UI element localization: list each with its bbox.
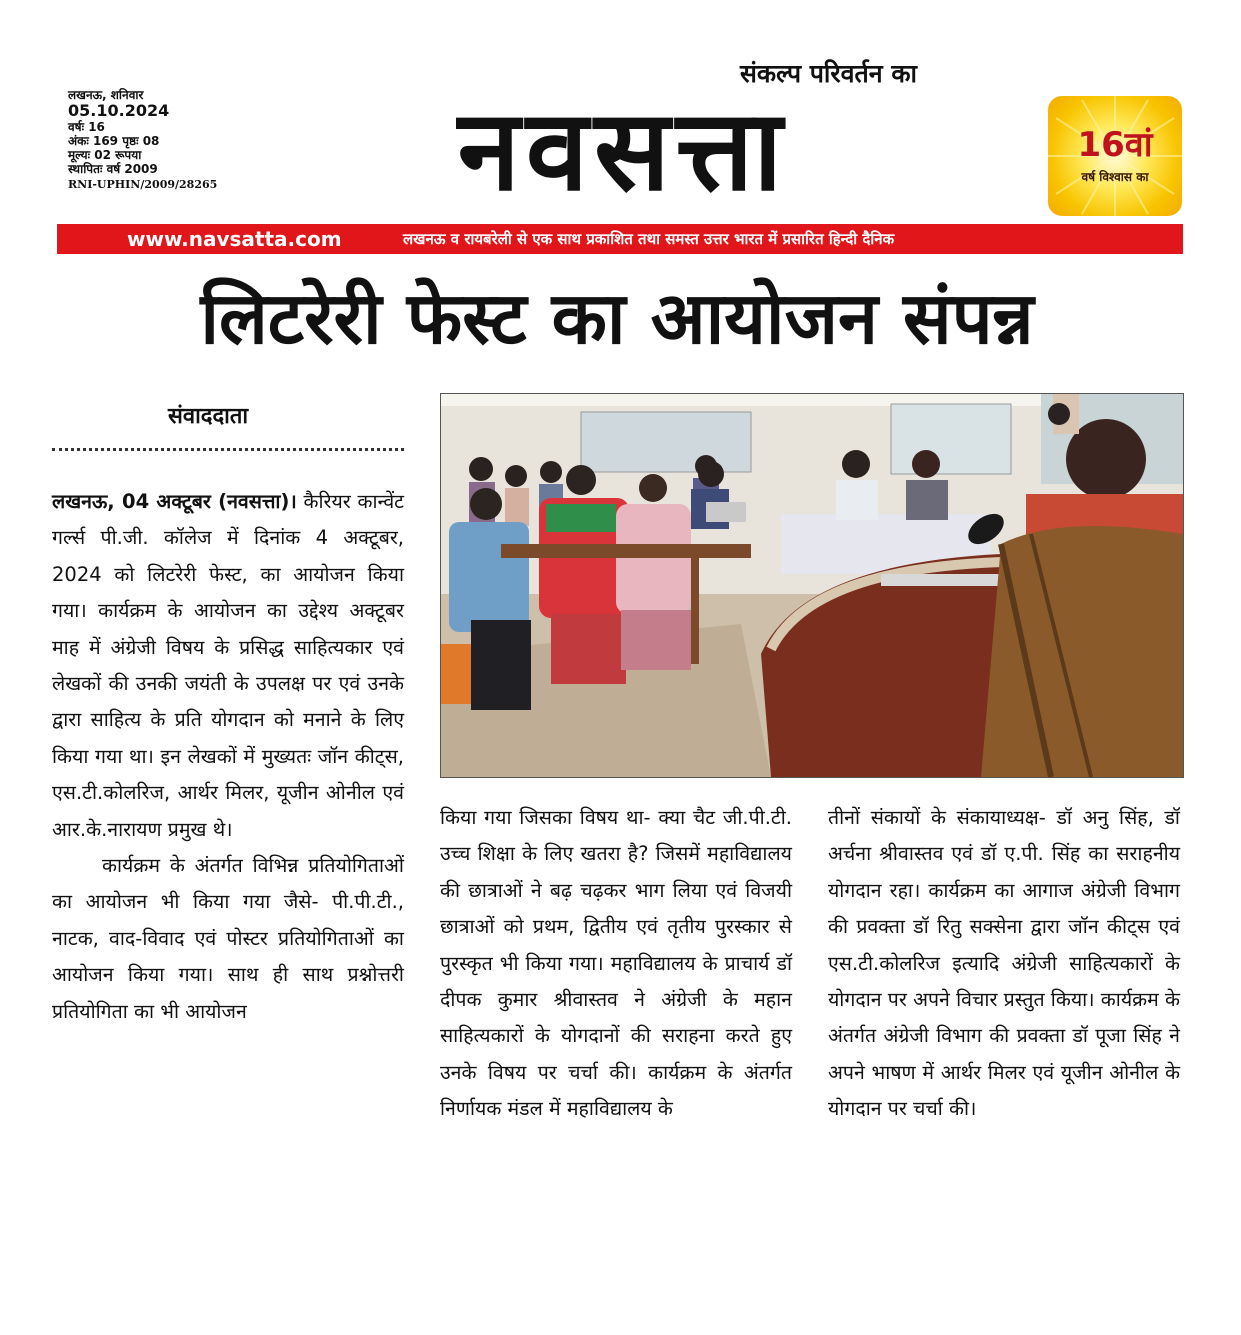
banner-description: लखनऊ व रायबरेली से एक साथ प्रकाशित तथा समस्त उत्तर भारत में प्रसारित हिन्दी दैनिक — [403, 230, 895, 248]
masthead-title: नवसत्ता — [457, 86, 789, 216]
masthead-tagline: संकल्प परिवर्तन का — [740, 59, 918, 88]
edition-info — [68, 88, 228, 192]
event-photo — [440, 393, 1184, 778]
article-column-2: किया गया जिसका विषय था- क्या चैट जी.पी.टी. उच्च शिक्षा के लिए खतरा है? जिसमें महाविद्यालय की छात्राओं ने बढ़ चढ़कर भाग लिया एवं विजयी छात्राओं को प्रथम, द्वितीय एवं तृतीय पुरस्कार से पुरस्कृत भी किया गया। महाविद्यालय के प्राचार्य डॉ दीपक कुमार श्रीवास्तव ने अंग्रेजी के महान साहित्यकारों के योगदानों की सराहना करते हुए उनके विषय पर चर्चा की। कार्यक्रम के अंतर्गत निर्णायक मंडल में महाविद्यालय के — [440, 806, 792, 1121]
edition-rni: RNI-UPHIN/2009/28265 — [68, 178, 218, 191]
edition-established: स्थापितः वर्ष 2009 — [68, 162, 158, 176]
article-headline: लिटरेरी फेस्ट का आयोजन संपन्न — [200, 276, 1034, 360]
edition-place-day: लखनऊ, शनिवार — [68, 88, 144, 102]
article-column-3: तीनों संकायों के संकायाध्यक्ष- डॉ अनु सिंह, डॉ अर्चना श्रीवास्तव एवं डॉ ए.पी. सिंह का सराहनीय योगदान रहा। कार्यक्रम का आगाज अंग्रेजी विभाग की प्रवक्ता डॉ रितु सक्सेना द्वारा जॉन कीट्स एवं एस.टी.कोलरिज इत्यादि अंग्रेजी साहित्यकारों के योगदान पर अपने विचार प्रस्तुत किया। कार्यक्रम के अंतर्गत अंग्रेजी विभाग की प्रवक्ता डॉ पूजा सिंह ने अपने भाषण में आर्थर मिलर एवं यूजीन ओनील के योगदान पर चर्चा की। — [828, 806, 1180, 1121]
event-photo-illustration — [441, 394, 1183, 777]
article-paragraph — [52, 484, 404, 848]
badge-number: 16वां — [1077, 125, 1153, 165]
article-column-1 — [52, 484, 404, 1030]
anniversary-badge — [1048, 96, 1182, 216]
website-link[interactable]: www.navsatta.com — [127, 227, 342, 251]
edition-date: 05.10.2024 — [68, 101, 170, 120]
article-byline: संवाददाता — [168, 404, 249, 429]
article-dateline: लखनऊ, 04 अक्टूबर (नवसत्ता)। — [52, 490, 297, 513]
byline-divider — [52, 448, 404, 451]
article-paragraph-1-text: कैरियर कान्वेंट गर्ल्स पी.जी. कॉलेज में दिनांक 4 अक्टूबर, 2024 को लिटरेरी फेस्ट, का आयोजन किया गया। कार्यक्रम के आयोजन का उद्देश्य अक्टूबर माह में अंग्रेजी विषय के प्रसिद्ध साहित्यकार एवं लेखकों की उनकी जयंती के उपलक्ष पर एवं उनके द्वारा साहित्य के प्रति योगदान को मनाने के लिए किया गया था। इन लेखकों में मुख्यतः जॉन कीट्स, एस.टी.कोलरिज, आर्थर मिलर, यूजीन ओनील एवं आर.के.नारायण प्रमुख थे। — [52, 490, 405, 841]
banner-strip — [57, 224, 1183, 254]
edition-year: वर्षः 16 — [68, 120, 105, 134]
article-paragraph-2: कार्यक्रम के अंतर्गत विभिन्न प्रतियोगिताओं का आयोजन भी किया गया जैसे- पी.पी.टी., नाटक, वाद-विवाद एवं पोस्टर प्रतियोगिताओं का आयोजन किया गया। साथ ही साथ प्रश्नोत्तरी प्रतियोगिता का भी आयोजन — [52, 854, 404, 1023]
badge-text: वर्ष विश्वास का — [1081, 170, 1149, 184]
edition-price: मूल्यः 02 रूपया — [68, 148, 142, 162]
edition-issue-pages: अंकः 169 पृष्ठः 08 — [68, 134, 160, 148]
